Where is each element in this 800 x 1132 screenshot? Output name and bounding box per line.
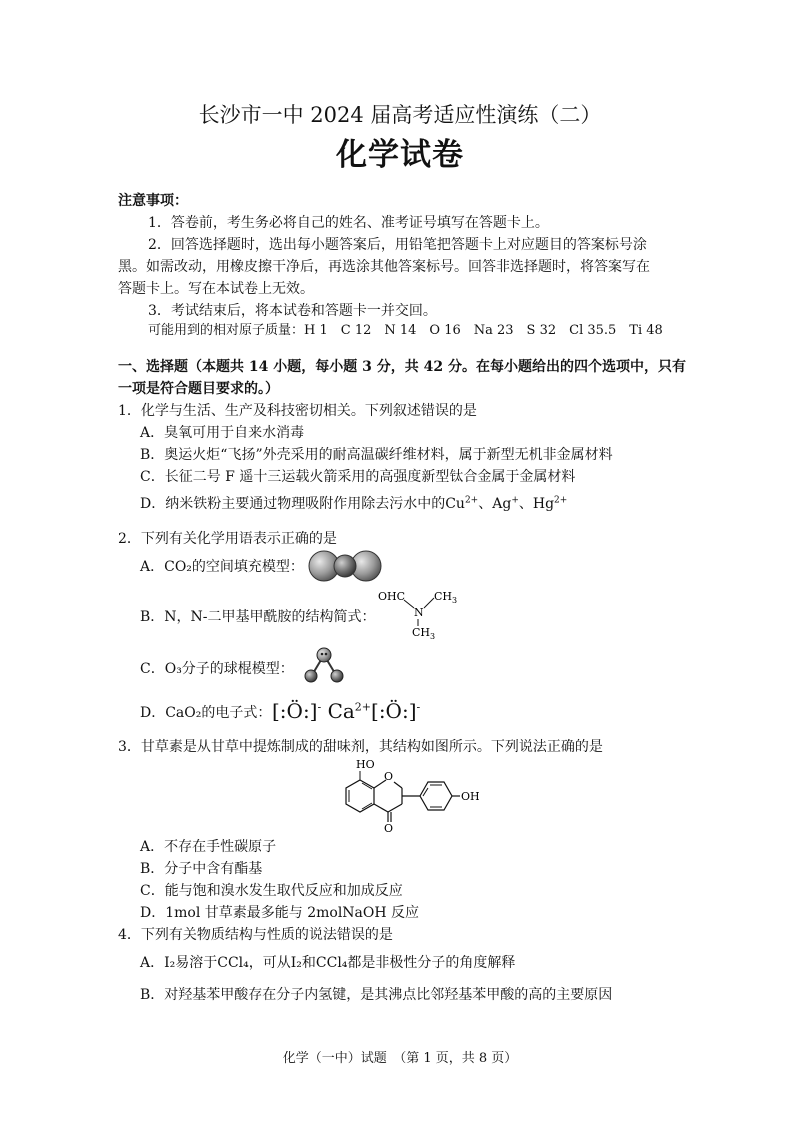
q4-option-a: A．I₂易溶于CCl₄，可从I₂和CCl₄都是非极性分子的角度解释	[140, 955, 516, 971]
dmf-3-bottom: 3	[430, 632, 436, 641]
dmf-structure	[376, 586, 466, 642]
co2-space-filling-model	[306, 548, 384, 584]
q4-option-b: B．对羟基苯甲酸存在分子内氢键，是其沸点比邻羟基苯甲酸的高的主要原因	[140, 987, 613, 1003]
o3-center-atom	[317, 648, 331, 662]
notice-item-2-line3: 答题卡上。写在本试卷上无效。	[118, 281, 314, 297]
q3-option-d: D．1mol 甘草素最多能与 2molNaOH 反应	[140, 905, 420, 921]
q2-option-c: C．O₃分子的球棍模型：	[140, 661, 294, 677]
dmf-bond-2	[424, 598, 434, 608]
cao2-electron-formula	[272, 698, 420, 724]
ring-o-bond-2	[394, 782, 402, 788]
hg-text: 、Hg	[518, 496, 555, 512]
struct-ring-o-label: O	[384, 770, 394, 783]
q1-option-d-text: D．纳米铁粉主要通过物理吸附作用除去污水中的Cu	[140, 496, 465, 512]
peroxide-ion-right: [:Ö:]	[371, 699, 417, 723]
q2-stem: 2．下列有关化学用语表示正确的是	[118, 531, 337, 547]
ring-b	[420, 782, 452, 810]
q4-stem: 4．下列有关物质结构与性质的说法错误的是	[118, 927, 393, 943]
q1-option-a: A．臭氧可用于自来水消毒	[140, 425, 305, 441]
struct-oh-label: OH	[461, 790, 480, 803]
page-footer: 化学（一中）试题 （第 1 页，共 8 页）	[282, 1051, 518, 1066]
struct-ho-label: HO	[356, 758, 375, 771]
o3-lone-pair-dot-2	[325, 653, 328, 656]
dmf-bond-1	[404, 600, 414, 608]
ag-text: 、Ag	[478, 496, 512, 512]
o3-lone-pair-dot-1	[321, 653, 324, 656]
q2-option-d: D．CaO₂的电子式：	[140, 705, 272, 721]
section-heading-line1: 一、选择题（本题共 14 小题，每小题 3 分，共 42 分。在每小题给出的四个选项中，只有	[118, 359, 686, 375]
liquiritigenin-structure	[320, 754, 500, 834]
dmf-ch3-bottom-label	[412, 626, 435, 641]
calcium-charge: 2+	[354, 700, 372, 714]
dmf-ch-bottom: CH	[412, 626, 431, 639]
q3-option-c: C．能与饱和溴水发生取代反应和加成反应	[140, 883, 403, 899]
notice-item-3: 3．考试结束后，将本试卷和答题卡一并交回。	[148, 303, 437, 319]
q2-option-b: B．N，N-二甲基甲酰胺的结构简式：	[140, 609, 376, 625]
atomic-masses: 可能用到的相对原子质量：H 1 C 12 N 14 O 16 Na 23 S 32 Cl 35.5 Ti 48	[148, 323, 663, 338]
notice-item-2-line2: 黑。如需改动，用橡皮擦干净后，再选涂其他答案标号。回答非选择题时，将答案写在	[118, 259, 650, 275]
dmf-ohc-label: OHC	[378, 590, 406, 603]
dmf-ch3-top-label	[434, 590, 457, 605]
peroxide-ion-left: [:Ö:]	[272, 699, 318, 723]
subject-title: 化学试卷	[336, 137, 464, 173]
dmf-ch-top: CH	[434, 590, 453, 603]
q1-stem: 1．化学与生活、生产及科技密切相关。下列叙述错误的是	[118, 403, 477, 419]
exam-title: 长沙市一中 2024 届高考适应性演练（二）	[198, 103, 602, 127]
cu-charge: 2+	[464, 495, 479, 506]
q3-option-a: A．不存在手性碳原子	[140, 839, 277, 855]
notice-item-2-line1: 2．回答选择题时，选出每小题答案后，用铅笔把答题卡上对应题目的答案标号涂	[148, 237, 647, 253]
calcium-symbol: Ca	[327, 699, 355, 723]
ring-c4-c4a-bond	[374, 804, 388, 812]
q3-option-b: B．分子中含有酯基	[140, 861, 263, 877]
ring-a	[346, 780, 374, 812]
o3-left-atom	[305, 670, 317, 682]
q2-option-a: A．CO₂的空间填充模型：	[140, 559, 304, 575]
peroxide-charge-right: -	[416, 700, 421, 714]
dmf-n-label: N	[414, 606, 424, 619]
q1-option-c: C．长征二号 F 遥十三运载火箭采用的高强度新型钛合金属于金属材料	[140, 469, 576, 485]
co2-carbon-ball	[334, 555, 356, 577]
hg-charge: 2+	[554, 495, 568, 506]
o3-right-atom	[331, 670, 343, 682]
ring-c3-c4-bond	[388, 804, 402, 812]
peroxide-charge-left: -	[317, 700, 322, 714]
dmf-3-top: 3	[452, 596, 458, 605]
q1-option-d	[140, 495, 567, 513]
q1-option-b: B．奥运火炬“飞扬”外壳采用的耐高温碳纤维材料，属于新型无机非金属材料	[140, 447, 613, 463]
notice-heading: 注意事项：	[118, 193, 188, 209]
q3-stem: 3．甘草素是从甘草中提炼制成的甜味剂，其结构如图所示。下列说法正确的是	[118, 739, 603, 755]
section-heading-line2: 一项是符合题目要求的。）	[118, 381, 279, 397]
ag-charge: +	[511, 495, 519, 506]
notice-item-1: 1．答卷前，考生务必将自己的姓名、准考证号填写在答题卡上。	[148, 215, 549, 231]
o3-ball-stick-model	[300, 646, 350, 684]
struct-carbonyl-o-label: O	[384, 822, 394, 834]
